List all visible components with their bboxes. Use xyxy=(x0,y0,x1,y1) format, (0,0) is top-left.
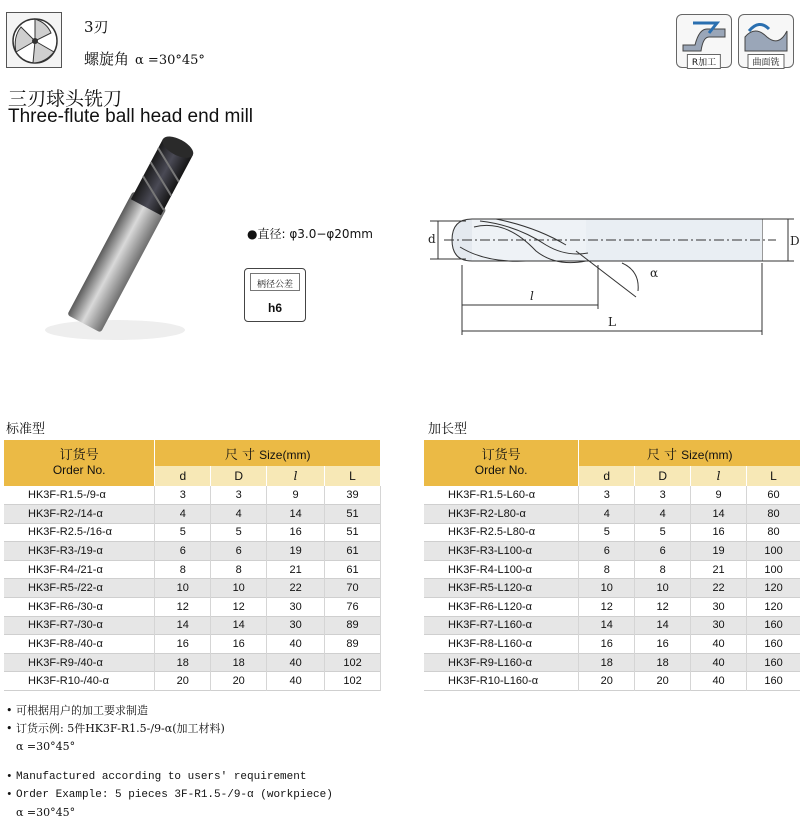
size-cell-l: 22 xyxy=(267,579,325,598)
size-cell-D: 18 xyxy=(635,653,691,672)
size-cell-L: 120 xyxy=(747,598,800,617)
col-L: L xyxy=(325,466,381,486)
order-no-cell: HK3F-R9-L160-α xyxy=(424,653,579,672)
order-no-cell: HK3F-R2.5-/16-α xyxy=(4,523,155,542)
col-L: L xyxy=(747,466,800,486)
size-header xyxy=(579,440,800,466)
order-no-header-en: Order No. xyxy=(52,463,106,477)
size-cell-d: 18 xyxy=(155,653,211,672)
size-cell-L: 160 xyxy=(747,672,800,691)
size-cell-l: 40 xyxy=(267,635,325,654)
note-cn-example-text: 订货示例: 5件HK3F-R1.5-/9-α(加工材料) xyxy=(16,722,225,735)
note-cn-custom: • 可根据用户的加工要求制造 xyxy=(6,704,148,717)
order-no-header xyxy=(424,440,579,486)
product-title-en: Three-flute ball head end mill xyxy=(8,106,254,127)
size-cell-d: 8 xyxy=(155,560,211,579)
size-cell-d: 14 xyxy=(155,616,211,635)
size-cell-D: 8 xyxy=(635,560,691,579)
note-en-example-text: Order Example: 5 pieces 3F-R1.5-/9-α (workpiece) xyxy=(16,789,333,801)
size-cell-D: 4 xyxy=(635,505,691,524)
table-row xyxy=(4,598,381,617)
col-d: d xyxy=(579,466,635,486)
order-no-cell: HK3F-R1.5-/9-α xyxy=(4,486,155,505)
table-row xyxy=(4,560,381,579)
size-cell-l: 40 xyxy=(691,653,747,672)
order-no-cell: HK3F-R1.5-L60-α xyxy=(424,486,579,505)
size-cell-D: 3 xyxy=(635,486,691,505)
size-cell-L: 80 xyxy=(747,523,800,542)
size-cell-D: 12 xyxy=(635,598,691,617)
size-cell-L: 100 xyxy=(747,542,800,561)
standard-section-title: 标准型 xyxy=(6,422,46,437)
size-cell-d: 10 xyxy=(579,579,635,598)
size-cell-L: 61 xyxy=(325,542,381,561)
size-cell-l: 40 xyxy=(691,672,747,691)
col-l: l xyxy=(691,466,747,486)
table-row xyxy=(4,523,381,542)
size-cell-D: 12 xyxy=(211,598,267,617)
standard-spec-table xyxy=(4,440,381,691)
note-en-example: • Order Example: 5 pieces 3F-R1.5-/9-α (workpiece) xyxy=(6,789,333,801)
order-no-cell: HK3F-R4-/21-α xyxy=(4,560,155,579)
table-row xyxy=(424,616,800,635)
size-cell-l: 30 xyxy=(691,616,747,635)
table-row xyxy=(424,486,800,505)
size-cell-D: 14 xyxy=(635,616,691,635)
size-cell-d: 18 xyxy=(579,653,635,672)
size-cell-L: 100 xyxy=(747,560,800,579)
size-cell-D: 18 xyxy=(211,653,267,672)
size-cell-D: 8 xyxy=(211,560,267,579)
order-no-cell: HK3F-R3-L100-α xyxy=(424,542,579,561)
table-row xyxy=(4,672,381,691)
size-cell-D: 5 xyxy=(635,523,691,542)
table-row xyxy=(424,560,800,579)
order-no-cell: HK3F-R2-/14-α xyxy=(4,505,155,524)
size-cell-D: 4 xyxy=(211,505,267,524)
order-no-cell: HK3F-R9-/40-α xyxy=(4,653,155,672)
size-cell-d: 16 xyxy=(155,635,211,654)
table-row xyxy=(4,505,381,524)
note-en-alpha: α =30°45° xyxy=(16,806,76,819)
table-row xyxy=(424,505,800,524)
table-row xyxy=(4,486,381,505)
table-row xyxy=(424,672,800,691)
table-row xyxy=(4,616,381,635)
size-cell-l: 30 xyxy=(267,598,325,617)
helix-label: 螺旋角 xyxy=(84,50,130,68)
size-cell-d: 5 xyxy=(155,523,211,542)
table-row xyxy=(424,635,800,654)
order-no-cell: HK3F-R4-L100-α xyxy=(424,560,579,579)
size-cell-L: 160 xyxy=(747,616,800,635)
size-cell-l: 21 xyxy=(267,560,325,579)
size-cell-d: 5 xyxy=(579,523,635,542)
size-cell-L: 80 xyxy=(747,505,800,524)
drawing-label-L: L xyxy=(608,315,616,329)
order-no-cell: HK3F-R5-L120-α xyxy=(424,579,579,598)
size-cell-l: 19 xyxy=(691,542,747,561)
curved-surface-icon xyxy=(739,15,793,59)
extended-spec-table xyxy=(424,440,800,691)
size-cell-D: 16 xyxy=(211,635,267,654)
size-cell-d: 10 xyxy=(155,579,211,598)
size-cell-L: 51 xyxy=(325,523,381,542)
size-cell-L: 76 xyxy=(325,598,381,617)
drawing-label-l: l xyxy=(530,289,534,303)
size-cell-d: 4 xyxy=(155,505,211,524)
order-no-cell: HK3F-R7-L160-α xyxy=(424,616,579,635)
size-cell-L: 160 xyxy=(747,635,800,654)
col-l: l xyxy=(267,466,325,486)
size-cell-L: 70 xyxy=(325,579,381,598)
size-cell-d: 20 xyxy=(579,672,635,691)
note-cn-example: • 订货示例: 5件HK3F-R1.5-/9-α(加工材料) xyxy=(6,722,225,735)
end-mill-photo xyxy=(20,125,245,350)
shank-tolerance-box xyxy=(244,268,306,322)
size-cell-d: 3 xyxy=(579,486,635,505)
size-cell-d: 12 xyxy=(579,598,635,617)
col-D: D xyxy=(635,466,691,486)
size-cell-D: 6 xyxy=(635,542,691,561)
col-d: d xyxy=(155,466,211,486)
size-cell-D: 3 xyxy=(211,486,267,505)
size-header-en: Size(mm) xyxy=(259,447,311,462)
order-no-header xyxy=(4,440,155,486)
order-no-cell: HK3F-R10-L160-α xyxy=(424,672,579,691)
size-cell-l: 40 xyxy=(267,653,325,672)
drawing-label-alpha: α xyxy=(650,266,659,280)
helix-value: α =30°45° xyxy=(135,53,205,68)
order-no-cell: HK3F-R5-/22-α xyxy=(4,579,155,598)
size-cell-L: 51 xyxy=(325,505,381,524)
size-cell-D: 6 xyxy=(211,542,267,561)
flute-cross-section-icon xyxy=(6,12,62,68)
flute-count: 3刃 xyxy=(84,18,109,36)
size-cell-L: 39 xyxy=(325,486,381,505)
order-no-cell: HK3F-R6-/30-α xyxy=(4,598,155,617)
r-groove-icon xyxy=(677,15,731,59)
col-D: D xyxy=(211,466,267,486)
size-cell-D: 20 xyxy=(211,672,267,691)
size-cell-L: 102 xyxy=(325,672,381,691)
table-row xyxy=(424,523,800,542)
extended-section-title: 加长型 xyxy=(428,422,468,437)
size-cell-d: 14 xyxy=(579,616,635,635)
table-row xyxy=(4,653,381,672)
size-cell-l: 16 xyxy=(267,523,325,542)
drawing-label-d: d xyxy=(428,232,436,246)
size-cell-l: 19 xyxy=(267,542,325,561)
size-cell-d: 6 xyxy=(579,542,635,561)
table-row xyxy=(4,635,381,654)
order-no-cell: HK3F-R8-L160-α xyxy=(424,635,579,654)
size-cell-l: 21 xyxy=(691,560,747,579)
order-no-header-cn: 订货号 xyxy=(481,448,521,463)
table-row xyxy=(424,598,800,617)
surface-milling-label: 曲面铣 xyxy=(747,54,784,69)
order-no-cell: HK3F-R6-L120-α xyxy=(424,598,579,617)
size-header-cn: 尺 寸 xyxy=(224,447,255,463)
note-en-custom: • Manufactured according to users' requirement xyxy=(6,771,307,783)
size-cell-l: 9 xyxy=(691,486,747,505)
table-row xyxy=(4,542,381,561)
size-cell-L: 120 xyxy=(747,579,800,598)
size-cell-d: 6 xyxy=(155,542,211,561)
size-cell-D: 10 xyxy=(211,579,267,598)
order-no-cell: HK3F-R8-/40-α xyxy=(4,635,155,654)
size-cell-d: 4 xyxy=(579,505,635,524)
size-cell-l: 14 xyxy=(691,505,747,524)
size-cell-l: 40 xyxy=(691,635,747,654)
size-cell-l: 30 xyxy=(267,616,325,635)
order-no-header-en: Order No. xyxy=(474,463,528,477)
size-cell-L: 61 xyxy=(325,560,381,579)
note-en-custom-text: Manufactured according to users' requirement xyxy=(16,771,307,783)
size-cell-L: 89 xyxy=(325,616,381,635)
technical-drawing xyxy=(426,205,800,345)
size-cell-l: 9 xyxy=(267,486,325,505)
table-row xyxy=(4,579,381,598)
size-cell-d: 3 xyxy=(155,486,211,505)
size-cell-D: 14 xyxy=(211,616,267,635)
size-cell-L: 89 xyxy=(325,635,381,654)
size-cell-D: 5 xyxy=(211,523,267,542)
size-cell-D: 20 xyxy=(635,672,691,691)
note-cn-alpha: α =30°45° xyxy=(16,740,76,753)
size-cell-L: 60 xyxy=(747,486,800,505)
size-header xyxy=(155,440,381,466)
order-no-cell: HK3F-R10-/40-α xyxy=(4,672,155,691)
size-cell-d: 20 xyxy=(155,672,211,691)
size-header-en: Size(mm) xyxy=(681,447,733,462)
order-no-cell: HK3F-R7-/30-α xyxy=(4,616,155,635)
surface-milling-badge xyxy=(738,14,794,68)
order-no-header-cn: 订货号 xyxy=(59,448,99,463)
table-row xyxy=(424,542,800,561)
size-cell-d: 12 xyxy=(155,598,211,617)
size-cell-d: 16 xyxy=(579,635,635,654)
helix-angle xyxy=(84,48,205,69)
table-row xyxy=(424,653,800,672)
size-cell-l: 16 xyxy=(691,523,747,542)
notes xyxy=(6,702,333,822)
size-cell-l: 30 xyxy=(691,598,747,617)
r-machining-label: R加工 xyxy=(687,54,721,69)
tolerance-value: h6 xyxy=(267,301,282,315)
diameter-range: ●直径: φ3.0−φ20mm xyxy=(247,227,373,241)
size-cell-l: 14 xyxy=(267,505,325,524)
tolerance-label: 柄径公差 xyxy=(256,280,293,290)
size-cell-l: 40 xyxy=(267,672,325,691)
note-cn-custom-text: 可根据用户的加工要求制造 xyxy=(16,704,148,717)
size-cell-D: 10 xyxy=(635,579,691,598)
order-no-cell: HK3F-R3-/19-α xyxy=(4,542,155,561)
size-cell-d: 8 xyxy=(579,560,635,579)
size-cell-D: 16 xyxy=(635,635,691,654)
order-no-cell: HK3F-R2.5-L80-α xyxy=(424,523,579,542)
size-cell-l: 22 xyxy=(691,579,747,598)
drawing-label-D: D xyxy=(790,234,800,248)
table-row xyxy=(424,579,800,598)
size-cell-L: 160 xyxy=(747,653,800,672)
size-cell-L: 102 xyxy=(325,653,381,672)
product-title-cn: 三刃球头铣刀 xyxy=(8,88,123,110)
order-no-cell: HK3F-R2-L80-α xyxy=(424,505,579,524)
r-machining-badge xyxy=(676,14,732,68)
size-header-cn: 尺 寸 xyxy=(646,447,677,463)
